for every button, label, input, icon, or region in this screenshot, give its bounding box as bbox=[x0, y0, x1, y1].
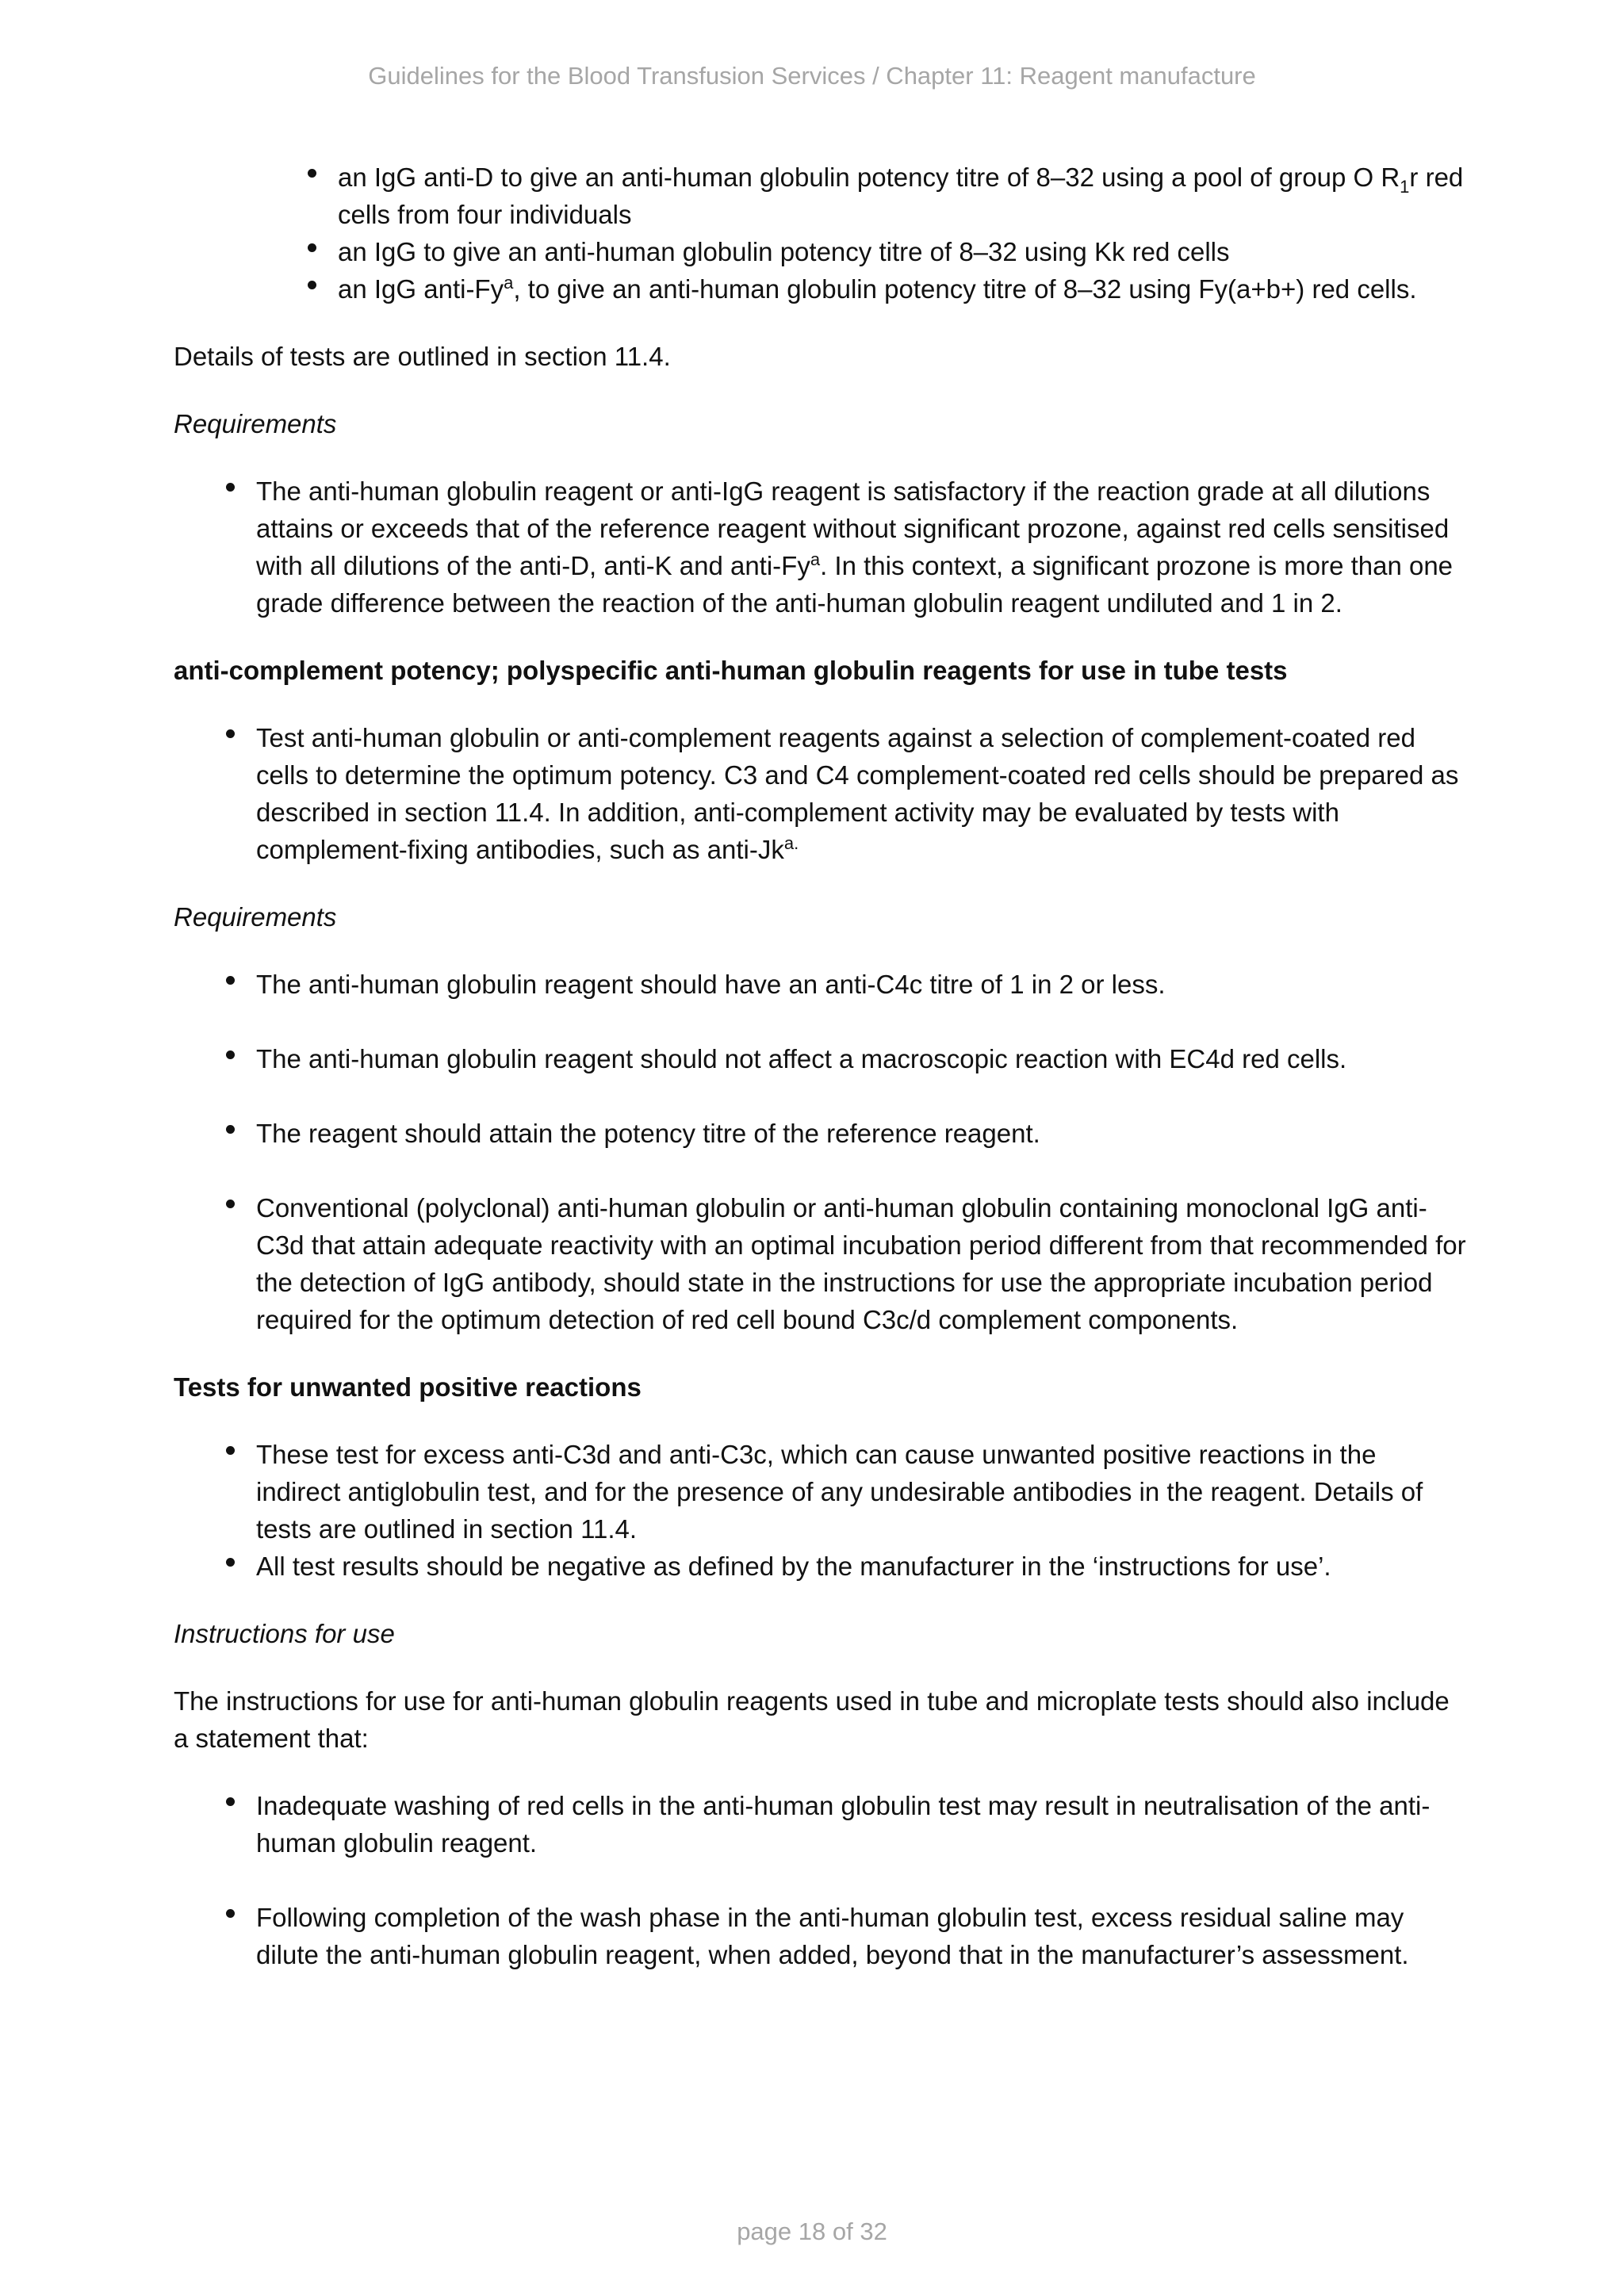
list-item: Inadequate washing of red cells in the anti-human globulin test may result in neutralisation of the anti-human globulin reagent. bbox=[256, 1787, 1466, 1862]
page-number: page 18 of 32 bbox=[737, 2218, 887, 2245]
list-item: All test results should be negative as defined by the manufacturer in the ‘instructions for use’. bbox=[256, 1548, 1466, 1585]
list-item: The anti-human globulin reagent should have an anti-C4c titre of 1 in 2 or less. bbox=[256, 966, 1466, 1003]
instructions-list bbox=[256, 1787, 1466, 1973]
list-item: Conventional (polyclonal) anti-human globulin or anti-human globulin containing monoclonal IgG anti-C3d that attain adequate reactivity with an optimal incubation period different from that recommended for the detection of IgG antibody, should state in the instructions for use the appropriate incubation period required for the optimum detection of red cell bound C3c/d complement components. bbox=[256, 1189, 1466, 1338]
requirements-heading: Requirements bbox=[174, 409, 337, 438]
requirements-list bbox=[256, 473, 1466, 622]
list-item: Following completion of the wash phase in the anti-human globulin test, excess residual saline may dilute the anti-human globulin reagent, when added, beyond that in the manufacturer’s assessment. bbox=[256, 1899, 1466, 1973]
list-item: These test for excess anti-C3d and anti-C3c, which can cause unwanted positive reactions in the indirect antiglobulin test, and for the presence of any undesirable antibodies in the reagent. Details of tests are outlined in section 11.4. bbox=[256, 1436, 1466, 1548]
section-heading: Tests for unwanted positive reactions bbox=[174, 1372, 642, 1402]
list-item: The reagent should attain the potency titre of the reference reagent. bbox=[256, 1115, 1466, 1152]
requirements-list bbox=[256, 966, 1466, 1338]
page-content bbox=[174, 159, 1466, 1973]
instructions-heading: Instructions for use bbox=[174, 1619, 395, 1648]
reagent-list bbox=[338, 159, 1466, 308]
details-paragraph: Details of tests are outlined in section 11.4. bbox=[174, 342, 671, 371]
list-item: The anti-human globulin reagent or anti-IgG reagent is satisfactory if the reaction grade at all dilutions attains or exceeds that of the reference reagent without significant prozone, against red cells sensitised with all dilutions of the anti-D, anti-K and anti-Fy$^a$. In this context, a significant prozone is more than one grade difference between the reaction of the anti-human globulin reagent undiluted and 1 in 2. bbox=[256, 473, 1466, 622]
section-heading: anti-complement potency; polyspecific anti-human globulin reagents for use in tube tests bbox=[174, 656, 1288, 685]
list-item: The anti-human globulin reagent should not affect a macroscopic reaction with EC4d red cells. bbox=[256, 1040, 1466, 1077]
list-item: an IgG to give an anti-human globulin potency titre of 8–32 using Kk red cells bbox=[338, 233, 1466, 270]
list-item: Test anti-human globulin or anti-complement reagents against a selection of complement-coated red cells to determine the optimum potency. C3 and C4 complement-coated red cells should be prepared as described in section 11.4. In addition, anti-complement activity may be evaluated by tests with complement-fixing antibodies, such as anti-$Jk^{a.}$ bbox=[256, 719, 1466, 868]
list-item: an IgG anti-D to give an anti-human globulin potency titre of 8–32 using a pool of group O $R_1r$ red cells from four individuals bbox=[338, 159, 1466, 233]
requirements-heading: Requirements bbox=[174, 902, 337, 932]
anti-complement-list bbox=[256, 719, 1466, 868]
instructions-paragraph: The instructions for use for anti-human globulin reagents used in tube and microplate tests should also include a statement that: bbox=[174, 1686, 1450, 1753]
running-header: Guidelines for the Blood Transfusion Services / Chapter 11: Reagent manufacture bbox=[368, 62, 1256, 90]
unwanted-reactions-list bbox=[256, 1436, 1466, 1585]
list-item: an IgG anti-Fy$^a$, to give an anti-human globulin potency titre of 8–32 using Fy(a+b+) red cells. bbox=[338, 270, 1466, 308]
